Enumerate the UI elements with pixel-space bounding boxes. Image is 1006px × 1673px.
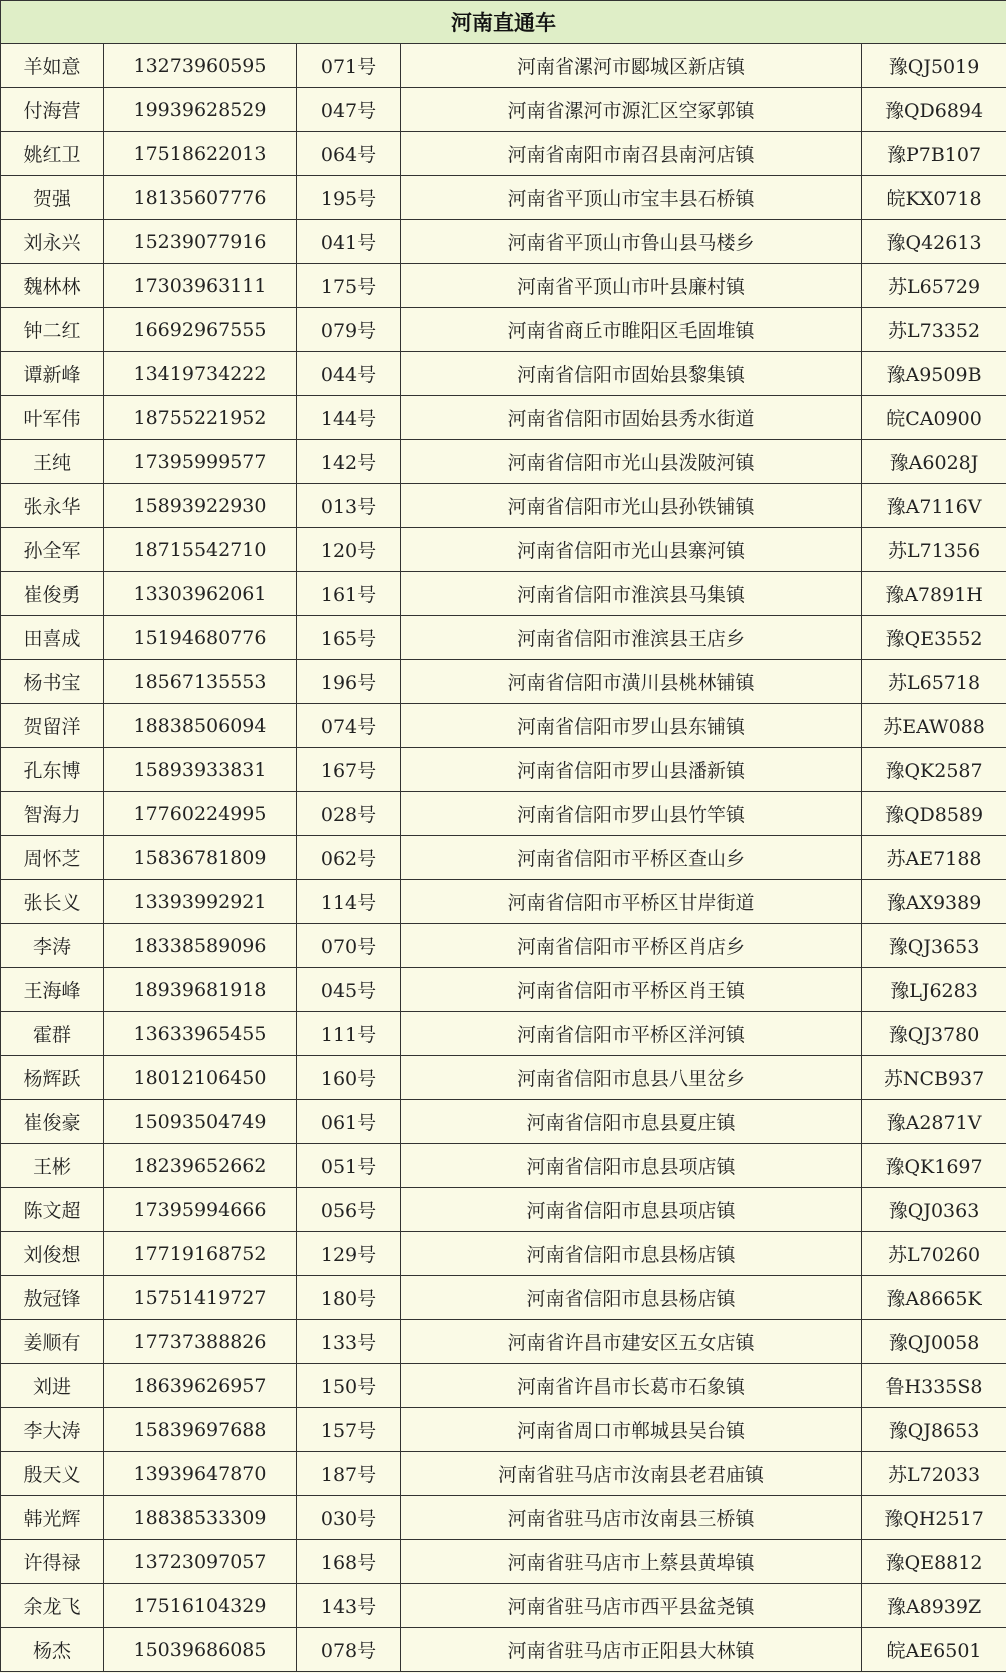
plate-cell[interactable]: 皖KX0718 [862, 176, 1006, 220]
plate-cell[interactable]: 豫QH2517 [862, 1496, 1006, 1540]
plate-cell[interactable]: 皖CA0900 [862, 396, 1006, 440]
number-cell[interactable]: 150号 [297, 1364, 401, 1408]
address-cell[interactable]: 河南省信阳市固始县黎集镇 [401, 352, 862, 396]
name-cell[interactable]: 付海营 [1, 88, 104, 132]
number-cell[interactable]: 187号 [297, 1452, 401, 1496]
address-cell[interactable]: 河南省许昌市长葛市石象镇 [401, 1364, 862, 1408]
table-row [1, 528, 1006, 572]
number-cell[interactable]: 047号 [297, 88, 401, 132]
phone-cell[interactable]: 18567135553 [104, 660, 297, 704]
address-cell[interactable]: 河南省周口市郸城县吴台镇 [401, 1408, 862, 1452]
plate-cell[interactable]: 豫LJ6283 [862, 968, 1006, 1012]
name-cell[interactable]: 余龙飞 [1, 1584, 104, 1628]
address-cell[interactable]: 河南省漯河市郾城区新店镇 [401, 44, 862, 88]
plate-cell[interactable]: 豫P7B107 [862, 132, 1006, 176]
address-cell[interactable]: 河南省驻马店市汝南县三桥镇 [401, 1496, 862, 1540]
name-cell[interactable]: 姜顺有 [1, 1320, 104, 1364]
name-cell[interactable]: 杨辉跃 [1, 1056, 104, 1100]
table-row [1, 132, 1006, 176]
table-title[interactable]: 河南直通车 [1, 1, 1006, 44]
phone-cell[interactable]: 15751419727 [104, 1276, 297, 1320]
plate-cell[interactable]: 豫A8939Z [862, 1584, 1006, 1628]
table-row [1, 572, 1006, 616]
phone-cell[interactable]: 18755221952 [104, 396, 297, 440]
phone-cell[interactable]: 13939647870 [104, 1452, 297, 1496]
plate-cell[interactable]: 豫QJ8653 [862, 1408, 1006, 1452]
number-cell[interactable]: 175号 [297, 264, 401, 308]
name-cell[interactable]: 张长义 [1, 880, 104, 924]
plate-cell[interactable]: 苏L73352 [862, 308, 1006, 352]
plate-cell[interactable]: 豫QK1697 [862, 1144, 1006, 1188]
phone-cell[interactable]: 18012106450 [104, 1056, 297, 1100]
number-cell[interactable]: 041号 [297, 220, 401, 264]
table-row [1, 1320, 1006, 1364]
name-cell[interactable]: 羊如意 [1, 44, 104, 88]
number-cell[interactable]: 120号 [297, 528, 401, 572]
address-cell[interactable]: 河南省信阳市平桥区肖王镇 [401, 968, 862, 1012]
plate-cell[interactable]: 苏L65718 [862, 660, 1006, 704]
number-cell[interactable]: 114号 [297, 880, 401, 924]
name-cell[interactable]: 孔东博 [1, 748, 104, 792]
plate-cell[interactable]: 苏AE7188 [862, 836, 1006, 880]
number-cell[interactable]: 079号 [297, 308, 401, 352]
address-cell[interactable]: 河南省信阳市罗山县潘新镇 [401, 748, 862, 792]
plate-cell[interactable]: 苏L72033 [862, 1452, 1006, 1496]
number-cell[interactable]: 196号 [297, 660, 401, 704]
number-cell[interactable]: 180号 [297, 1276, 401, 1320]
address-cell[interactable]: 河南省平顶山市宝丰县石桥镇 [401, 176, 862, 220]
plate-cell[interactable]: 豫QJ0058 [862, 1320, 1006, 1364]
number-cell[interactable]: 195号 [297, 176, 401, 220]
address-cell[interactable]: 河南省驻马店市汝南县老君庙镇 [401, 1452, 862, 1496]
name-cell[interactable]: 刘俊想 [1, 1232, 104, 1276]
table-row [1, 484, 1006, 528]
plate-cell[interactable]: 豫QJ3653 [862, 924, 1006, 968]
table-row [1, 1628, 1006, 1672]
table-row [1, 836, 1006, 880]
phone-cell[interactable]: 15839697688 [104, 1408, 297, 1452]
name-cell[interactable]: 许得禄 [1, 1540, 104, 1584]
phone-cell[interactable]: 17760224995 [104, 792, 297, 836]
name-cell[interactable]: 李涛 [1, 924, 104, 968]
address-cell[interactable]: 河南省信阳市光山县寨河镇 [401, 528, 862, 572]
number-cell[interactable]: 064号 [297, 132, 401, 176]
number-cell[interactable]: 028号 [297, 792, 401, 836]
name-cell[interactable]: 崔俊勇 [1, 572, 104, 616]
phone-cell[interactable]: 15093504749 [104, 1100, 297, 1144]
title-row [1, 1, 1006, 44]
address-cell[interactable]: 河南省信阳市息县项店镇 [401, 1188, 862, 1232]
table-row [1, 1540, 1006, 1584]
name-cell[interactable]: 杨书宝 [1, 660, 104, 704]
phone-cell[interactable]: 17516104329 [104, 1584, 297, 1628]
phone-cell[interactable]: 18838533309 [104, 1496, 297, 1540]
name-cell[interactable]: 魏林林 [1, 264, 104, 308]
table-row [1, 1364, 1006, 1408]
number-cell[interactable]: 143号 [297, 1584, 401, 1628]
number-cell[interactable]: 056号 [297, 1188, 401, 1232]
name-cell[interactable]: 钟二红 [1, 308, 104, 352]
table-row [1, 1144, 1006, 1188]
table-row [1, 308, 1006, 352]
plate-cell[interactable]: 豫QD8589 [862, 792, 1006, 836]
address-cell[interactable]: 河南省平顶山市鲁山县马楼乡 [401, 220, 862, 264]
name-cell[interactable]: 韩光辉 [1, 1496, 104, 1540]
phone-cell[interactable]: 18639626957 [104, 1364, 297, 1408]
number-cell[interactable]: 167号 [297, 748, 401, 792]
address-cell[interactable]: 河南省信阳市平桥区查山乡 [401, 836, 862, 880]
address-cell[interactable]: 河南省驻马店市正阳县大林镇 [401, 1628, 862, 1672]
number-cell[interactable]: 071号 [297, 44, 401, 88]
table-row [1, 176, 1006, 220]
phone-cell[interactable]: 17737388826 [104, 1320, 297, 1364]
number-cell[interactable]: 062号 [297, 836, 401, 880]
number-cell[interactable]: 165号 [297, 616, 401, 660]
phone-cell[interactable]: 19939628529 [104, 88, 297, 132]
name-cell[interactable]: 敖冠锋 [1, 1276, 104, 1320]
number-cell[interactable]: 168号 [297, 1540, 401, 1584]
name-cell[interactable]: 谭新峰 [1, 352, 104, 396]
name-cell[interactable]: 刘进 [1, 1364, 104, 1408]
table-row [1, 1408, 1006, 1452]
table-row [1, 220, 1006, 264]
plate-cell[interactable]: 豫AX9389 [862, 880, 1006, 924]
table-row [1, 924, 1006, 968]
address-cell[interactable]: 河南省信阳市息县项店镇 [401, 1144, 862, 1188]
address-cell[interactable]: 河南省信阳市罗山县东铺镇 [401, 704, 862, 748]
number-cell[interactable]: 051号 [297, 1144, 401, 1188]
name-cell[interactable]: 刘永兴 [1, 220, 104, 264]
phone-cell[interactable]: 18838506094 [104, 704, 297, 748]
table-row [1, 792, 1006, 836]
phone-cell[interactable]: 18939681918 [104, 968, 297, 1012]
name-cell[interactable]: 田喜成 [1, 616, 104, 660]
plate-cell[interactable]: 豫QE3552 [862, 616, 1006, 660]
address-cell[interactable]: 河南省信阳市息县杨店镇 [401, 1276, 862, 1320]
table-row [1, 616, 1006, 660]
address-cell[interactable]: 河南省许昌市建安区五女店镇 [401, 1320, 862, 1364]
phone-cell[interactable]: 17518622013 [104, 132, 297, 176]
number-cell[interactable]: 157号 [297, 1408, 401, 1452]
name-cell[interactable]: 霍群 [1, 1012, 104, 1056]
plate-cell[interactable]: 苏L71356 [862, 528, 1006, 572]
plate-cell[interactable]: 豫QE8812 [862, 1540, 1006, 1584]
plate-cell[interactable]: 豫A7891H [862, 572, 1006, 616]
phone-cell[interactable]: 18338589096 [104, 924, 297, 968]
number-cell[interactable]: 129号 [297, 1232, 401, 1276]
plate-cell[interactable]: 苏L65729 [862, 264, 1006, 308]
address-cell[interactable]: 河南省信阳市息县夏庄镇 [401, 1100, 862, 1144]
name-cell[interactable]: 王海峰 [1, 968, 104, 1012]
table-row [1, 1584, 1006, 1628]
table-row [1, 704, 1006, 748]
address-cell[interactable]: 河南省驻马店市西平县盆尧镇 [401, 1584, 862, 1628]
address-cell[interactable]: 河南省信阳市平桥区甘岸街道 [401, 880, 862, 924]
plate-cell[interactable]: 苏NCB937 [862, 1056, 1006, 1100]
table-row [1, 1232, 1006, 1276]
phone-cell[interactable]: 13273960595 [104, 44, 297, 88]
plate-cell[interactable]: 豫QJ0363 [862, 1188, 1006, 1232]
number-cell[interactable]: 160号 [297, 1056, 401, 1100]
address-cell[interactable]: 河南省信阳市潢川县桃林铺镇 [401, 660, 862, 704]
name-cell[interactable]: 崔俊豪 [1, 1100, 104, 1144]
table-body [1, 44, 1006, 1672]
number-cell[interactable]: 133号 [297, 1320, 401, 1364]
number-cell[interactable]: 030号 [297, 1496, 401, 1540]
name-cell[interactable]: 贺强 [1, 176, 104, 220]
table-row [1, 1188, 1006, 1232]
address-cell[interactable]: 河南省漯河市源汇区空冢郭镇 [401, 88, 862, 132]
table-row [1, 1276, 1006, 1320]
number-cell[interactable]: 078号 [297, 1628, 401, 1672]
table-row [1, 44, 1006, 88]
phone-cell[interactable]: 17719168752 [104, 1232, 297, 1276]
table-row [1, 968, 1006, 1012]
name-cell[interactable]: 王纯 [1, 440, 104, 484]
phone-cell[interactable]: 17395994666 [104, 1188, 297, 1232]
address-cell[interactable]: 河南省信阳市平桥区洋河镇 [401, 1012, 862, 1056]
table-row [1, 352, 1006, 396]
address-cell[interactable]: 河南省驻马店市上蔡县黄埠镇 [401, 1540, 862, 1584]
address-cell[interactable]: 河南省平顶山市叶县廉村镇 [401, 264, 862, 308]
address-cell[interactable]: 河南省信阳市淮滨县王店乡 [401, 616, 862, 660]
number-cell[interactable]: 142号 [297, 440, 401, 484]
phone-cell[interactable]: 17303963111 [104, 264, 297, 308]
phone-cell[interactable]: 13633965455 [104, 1012, 297, 1056]
table-row [1, 440, 1006, 484]
plate-cell[interactable]: 豫A7116V [862, 484, 1006, 528]
address-cell[interactable]: 河南省南阳市南召县南河店镇 [401, 132, 862, 176]
phone-cell[interactable]: 13393992921 [104, 880, 297, 924]
phone-cell[interactable]: 15893933831 [104, 748, 297, 792]
number-cell[interactable]: 070号 [297, 924, 401, 968]
phone-cell[interactable]: 15194680776 [104, 616, 297, 660]
name-cell[interactable]: 叶军伟 [1, 396, 104, 440]
phone-cell[interactable]: 18715542710 [104, 528, 297, 572]
number-cell[interactable]: 161号 [297, 572, 401, 616]
phone-cell[interactable]: 18135607776 [104, 176, 297, 220]
phone-cell[interactable]: 18239652662 [104, 1144, 297, 1188]
address-cell[interactable]: 河南省信阳市光山县泼陂河镇 [401, 440, 862, 484]
address-cell[interactable]: 河南省信阳市固始县秀水街道 [401, 396, 862, 440]
plate-cell[interactable]: 豫A2871V [862, 1100, 1006, 1144]
table-row [1, 1056, 1006, 1100]
table-row [1, 1100, 1006, 1144]
phone-cell[interactable]: 13303962061 [104, 572, 297, 616]
address-cell[interactable]: 河南省信阳市淮滨县马集镇 [401, 572, 862, 616]
phone-cell[interactable]: 15039686085 [104, 1628, 297, 1672]
plate-cell[interactable]: 豫QK2587 [862, 748, 1006, 792]
number-cell[interactable]: 074号 [297, 704, 401, 748]
address-cell[interactable]: 河南省信阳市息县杨店镇 [401, 1232, 862, 1276]
number-cell[interactable]: 144号 [297, 396, 401, 440]
name-cell[interactable]: 孙全军 [1, 528, 104, 572]
name-cell[interactable]: 杨杰 [1, 1628, 104, 1672]
table-row [1, 1012, 1006, 1056]
name-cell[interactable]: 李大涛 [1, 1408, 104, 1452]
address-cell[interactable]: 河南省信阳市平桥区肖店乡 [401, 924, 862, 968]
phone-cell[interactable]: 15893922930 [104, 484, 297, 528]
table-row [1, 396, 1006, 440]
name-cell[interactable]: 贺留洋 [1, 704, 104, 748]
address-cell[interactable]: 河南省信阳市罗山县竹竿镇 [401, 792, 862, 836]
table-row [1, 880, 1006, 924]
phone-cell[interactable]: 15239077916 [104, 220, 297, 264]
name-cell[interactable]: 陈文超 [1, 1188, 104, 1232]
table-row [1, 748, 1006, 792]
table-row [1, 660, 1006, 704]
number-cell[interactable]: 111号 [297, 1012, 401, 1056]
name-cell[interactable]: 殷天义 [1, 1452, 104, 1496]
table-row [1, 88, 1006, 132]
number-cell[interactable]: 045号 [297, 968, 401, 1012]
phone-cell[interactable]: 15836781809 [104, 836, 297, 880]
phone-cell[interactable]: 17395999577 [104, 440, 297, 484]
plate-cell[interactable]: 鲁H335S8 [862, 1364, 1006, 1408]
number-cell[interactable]: 013号 [297, 484, 401, 528]
plate-cell[interactable]: 皖AE6501 [862, 1628, 1006, 1672]
table-row [1, 1452, 1006, 1496]
plate-cell[interactable]: 豫A8665K [862, 1276, 1006, 1320]
plate-cell[interactable]: 豫A6028J [862, 440, 1006, 484]
name-cell[interactable]: 周怀芝 [1, 836, 104, 880]
number-cell[interactable]: 044号 [297, 352, 401, 396]
phone-cell[interactable]: 13723097057 [104, 1540, 297, 1584]
table-row [1, 264, 1006, 308]
address-cell[interactable]: 河南省信阳市光山县孙铁铺镇 [401, 484, 862, 528]
plate-cell[interactable]: 苏L70260 [862, 1232, 1006, 1276]
name-cell[interactable]: 王彬 [1, 1144, 104, 1188]
plate-cell[interactable]: 豫Q42613 [862, 220, 1006, 264]
plate-cell[interactable]: 豫QD6894 [862, 88, 1006, 132]
address-cell[interactable]: 河南省信阳市息县八里岔乡 [401, 1056, 862, 1100]
name-cell[interactable]: 智海力 [1, 792, 104, 836]
number-cell[interactable]: 061号 [297, 1100, 401, 1144]
plate-cell[interactable]: 豫A9509B [862, 352, 1006, 396]
address-cell[interactable]: 河南省商丘市睢阳区毛固堆镇 [401, 308, 862, 352]
name-cell[interactable]: 姚红卫 [1, 132, 104, 176]
name-cell[interactable]: 张永华 [1, 484, 104, 528]
phone-cell[interactable]: 16692967555 [104, 308, 297, 352]
plate-cell[interactable]: 豫QJ5019 [862, 44, 1006, 88]
plate-cell[interactable]: 苏EAW088 [862, 704, 1006, 748]
phone-cell[interactable]: 13419734222 [104, 352, 297, 396]
table-row [1, 1496, 1006, 1540]
plate-cell[interactable]: 豫QJ3780 [862, 1012, 1006, 1056]
